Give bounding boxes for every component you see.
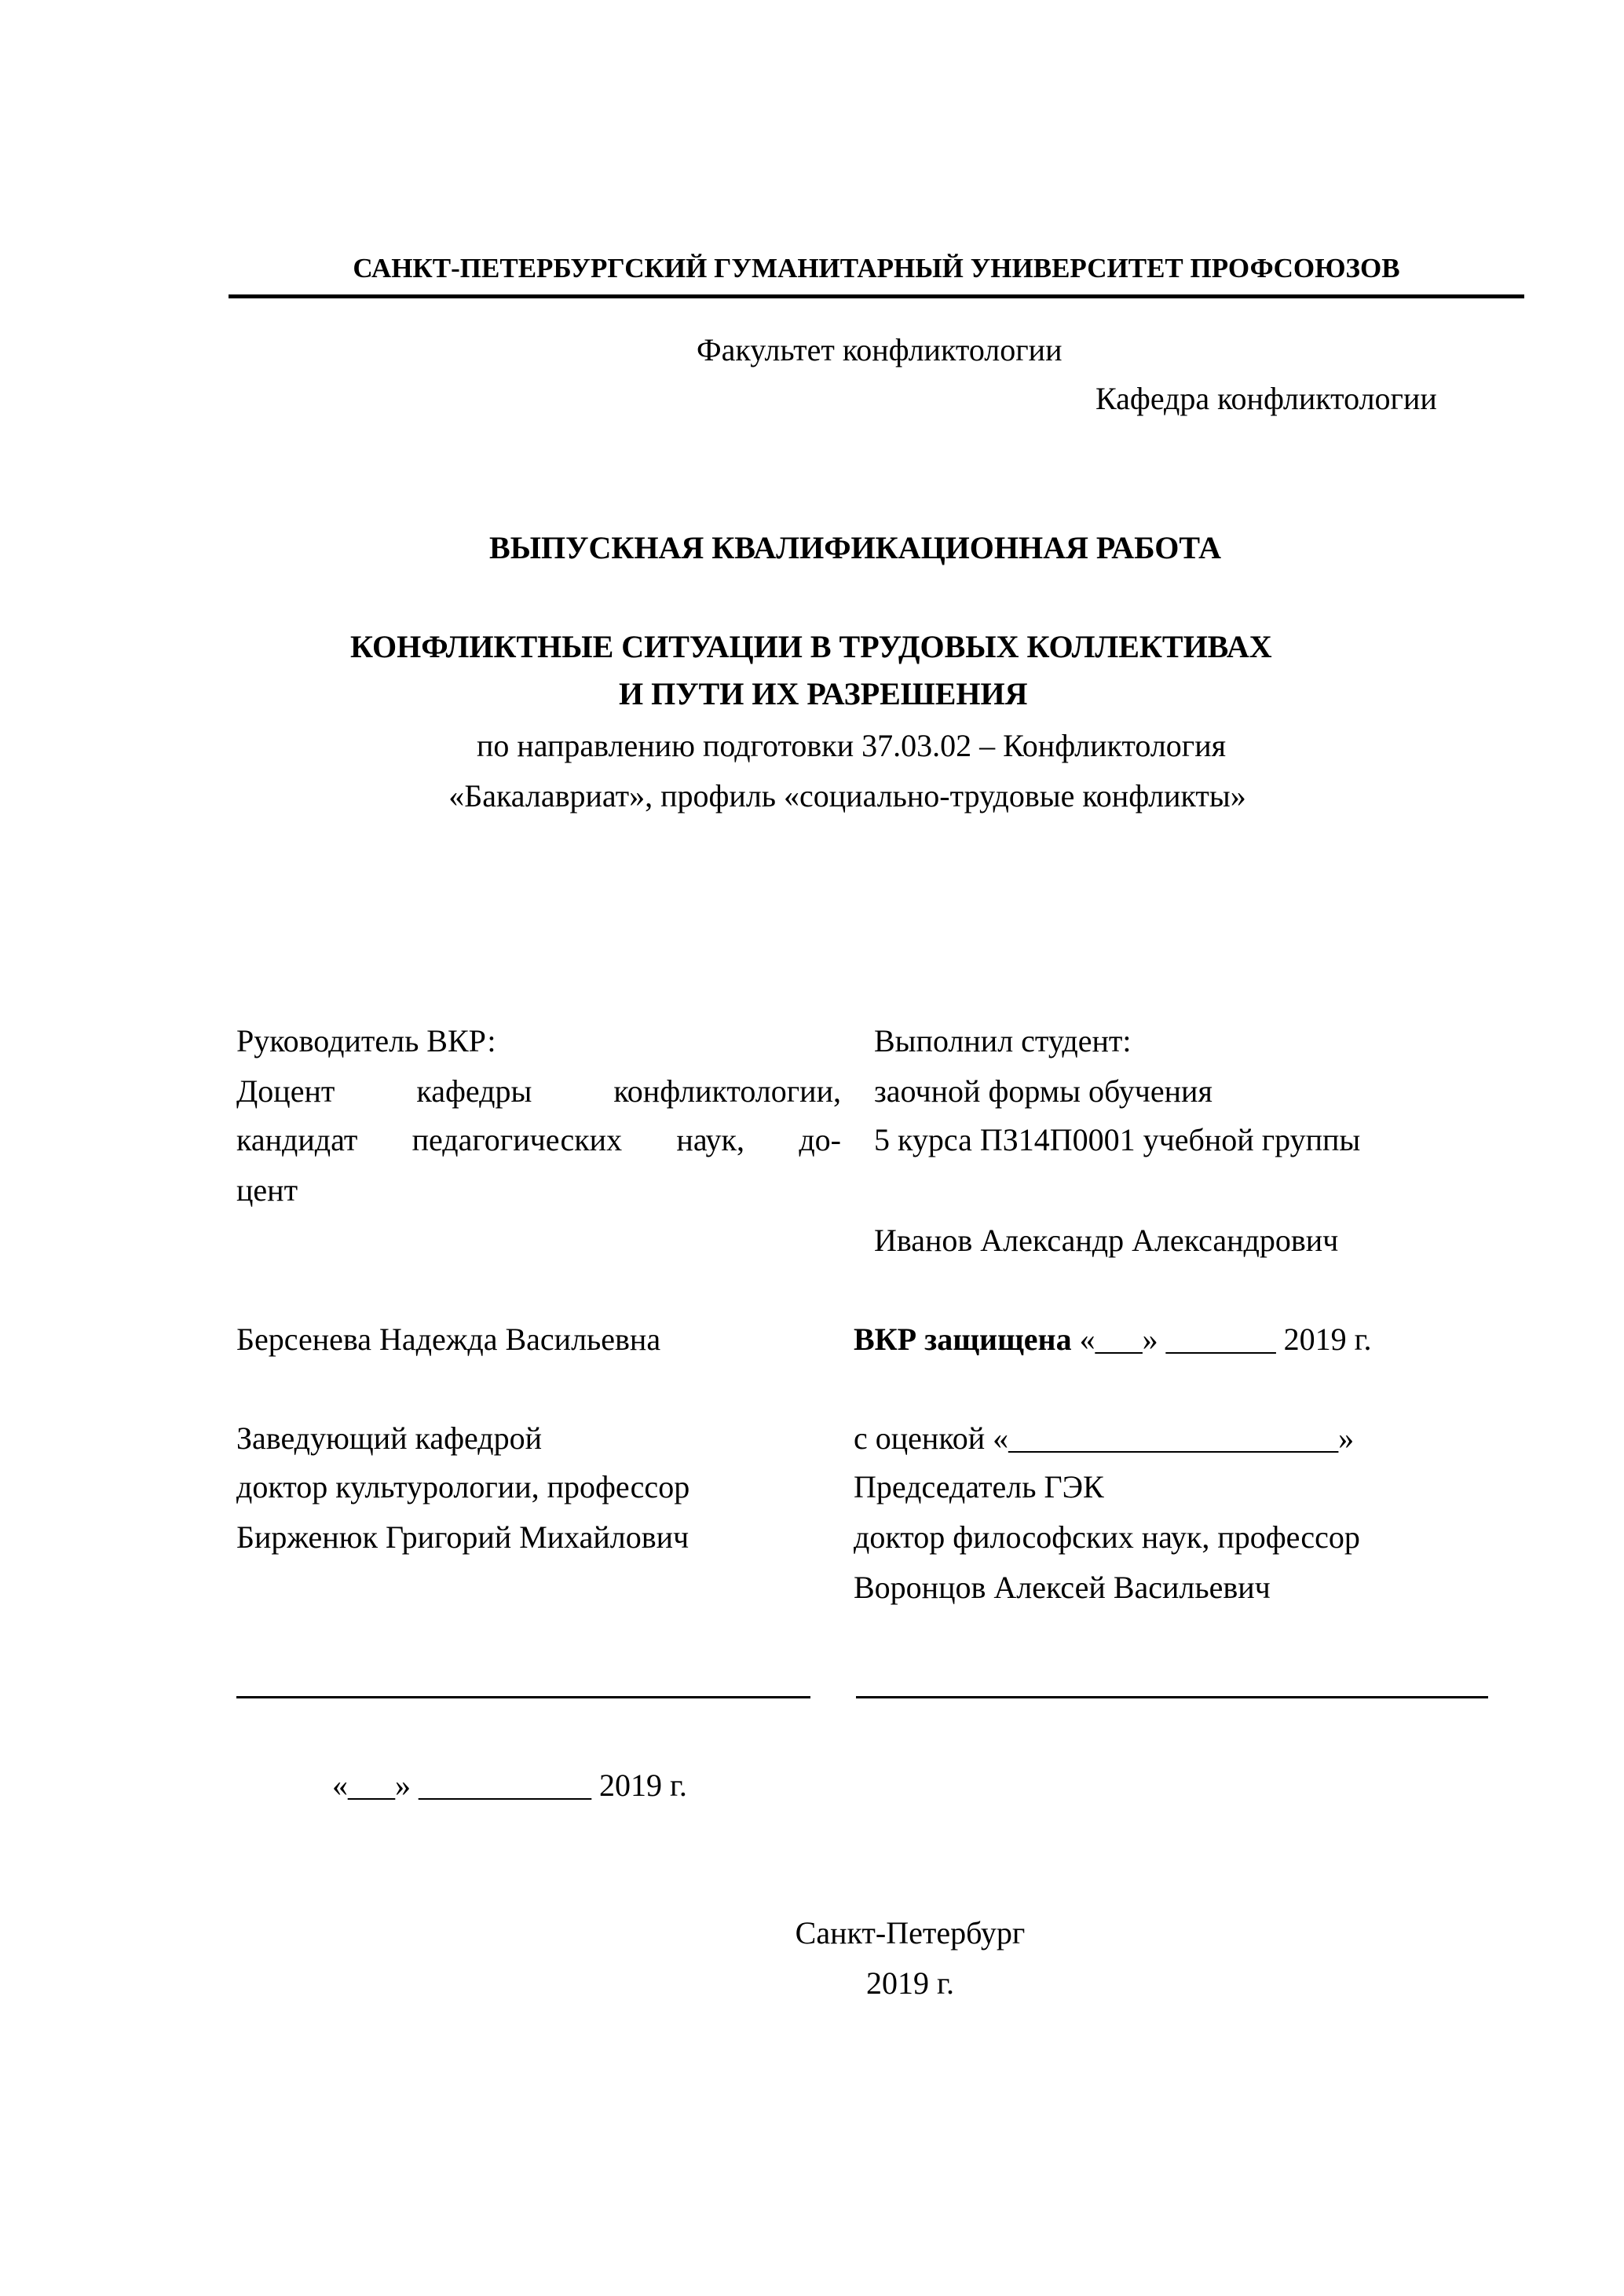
committee-chair-name: Воронцов Алексей Васильевич <box>854 1570 1271 1605</box>
year: 2019 г. <box>866 1965 954 2001</box>
faculty-name: Факультет конфликтологии <box>697 332 1063 367</box>
head-of-department-label: Заведующий кафедрой <box>236 1420 543 1456</box>
supervisor-position-line3: цент <box>236 1172 298 1208</box>
study-profile: «Бакалавриат», профиль «социально-трудовые конфликты» <box>448 778 1246 813</box>
thesis-topic-line2: И ПУТИ ИХ РАЗРЕШЕНИЯ <box>619 676 1028 711</box>
header-rule <box>229 294 1524 298</box>
student-name: Иванов Александр Александрович <box>874 1223 1339 1258</box>
supervisor-label: Руководитель ВКР: <box>236 1023 496 1058</box>
head-of-department-name: Бирженюк Григорий Михайлович <box>236 1519 689 1555</box>
signature-date: «___» ___________ 2019 г. <box>332 1768 687 1803</box>
supervisor-name: Берсенева Надежда Васильевна <box>236 1322 661 1357</box>
department-name: Кафедра конфликтологии <box>1095 381 1437 416</box>
grade-line: с оценкой «_____________________» <box>854 1420 1355 1456</box>
supervisor-position-line2: кандидат педагогических наук, до- <box>236 1122 841 1157</box>
thesis-topic-line1: КОНФЛИКТНЫЕ СИТУАЦИИ В ТРУДОВЫХ КОЛЛЕКТИВАХ <box>350 629 1272 664</box>
head-of-department-degree: доктор культурологии, профессор <box>236 1469 690 1504</box>
student-group: 5 курса ПЗ14П0001 учебной группы <box>874 1122 1361 1157</box>
city: Санкт-Петербург <box>795 1915 1026 1951</box>
signature-line-left <box>236 1696 810 1698</box>
student-study-form: заочной формы обучения <box>874 1073 1213 1109</box>
university-name: САНКТ-ПЕТЕРБУРГСКИЙ ГУМАНИТАРНЫЙ УНИВЕРСИТЕТ ПРОФСОЮЗОВ <box>353 253 1400 283</box>
committee-chair-label: Председатель ГЭК <box>854 1469 1104 1504</box>
committee-chair-degree: доктор философских наук, профессор <box>854 1519 1360 1555</box>
supervisor-position-line1: Доцент кафедры конфликтологии, <box>236 1073 841 1109</box>
defense-bold-label: ВКР защищена <box>854 1322 1072 1357</box>
defense-date-blank: «___» _______ 2019 г. <box>1079 1322 1372 1357</box>
document-type: ВЫПУСКНАЯ КВАЛИФИКАЦИОННАЯ РАБОТА <box>489 530 1221 565</box>
student-label: Выполнил студент: <box>874 1023 1132 1058</box>
defense-status <box>854 1321 1371 1358</box>
signature-line-right <box>856 1696 1488 1698</box>
study-direction: по направлению подготовки 37.03.02 – Конфликтология <box>476 728 1227 763</box>
